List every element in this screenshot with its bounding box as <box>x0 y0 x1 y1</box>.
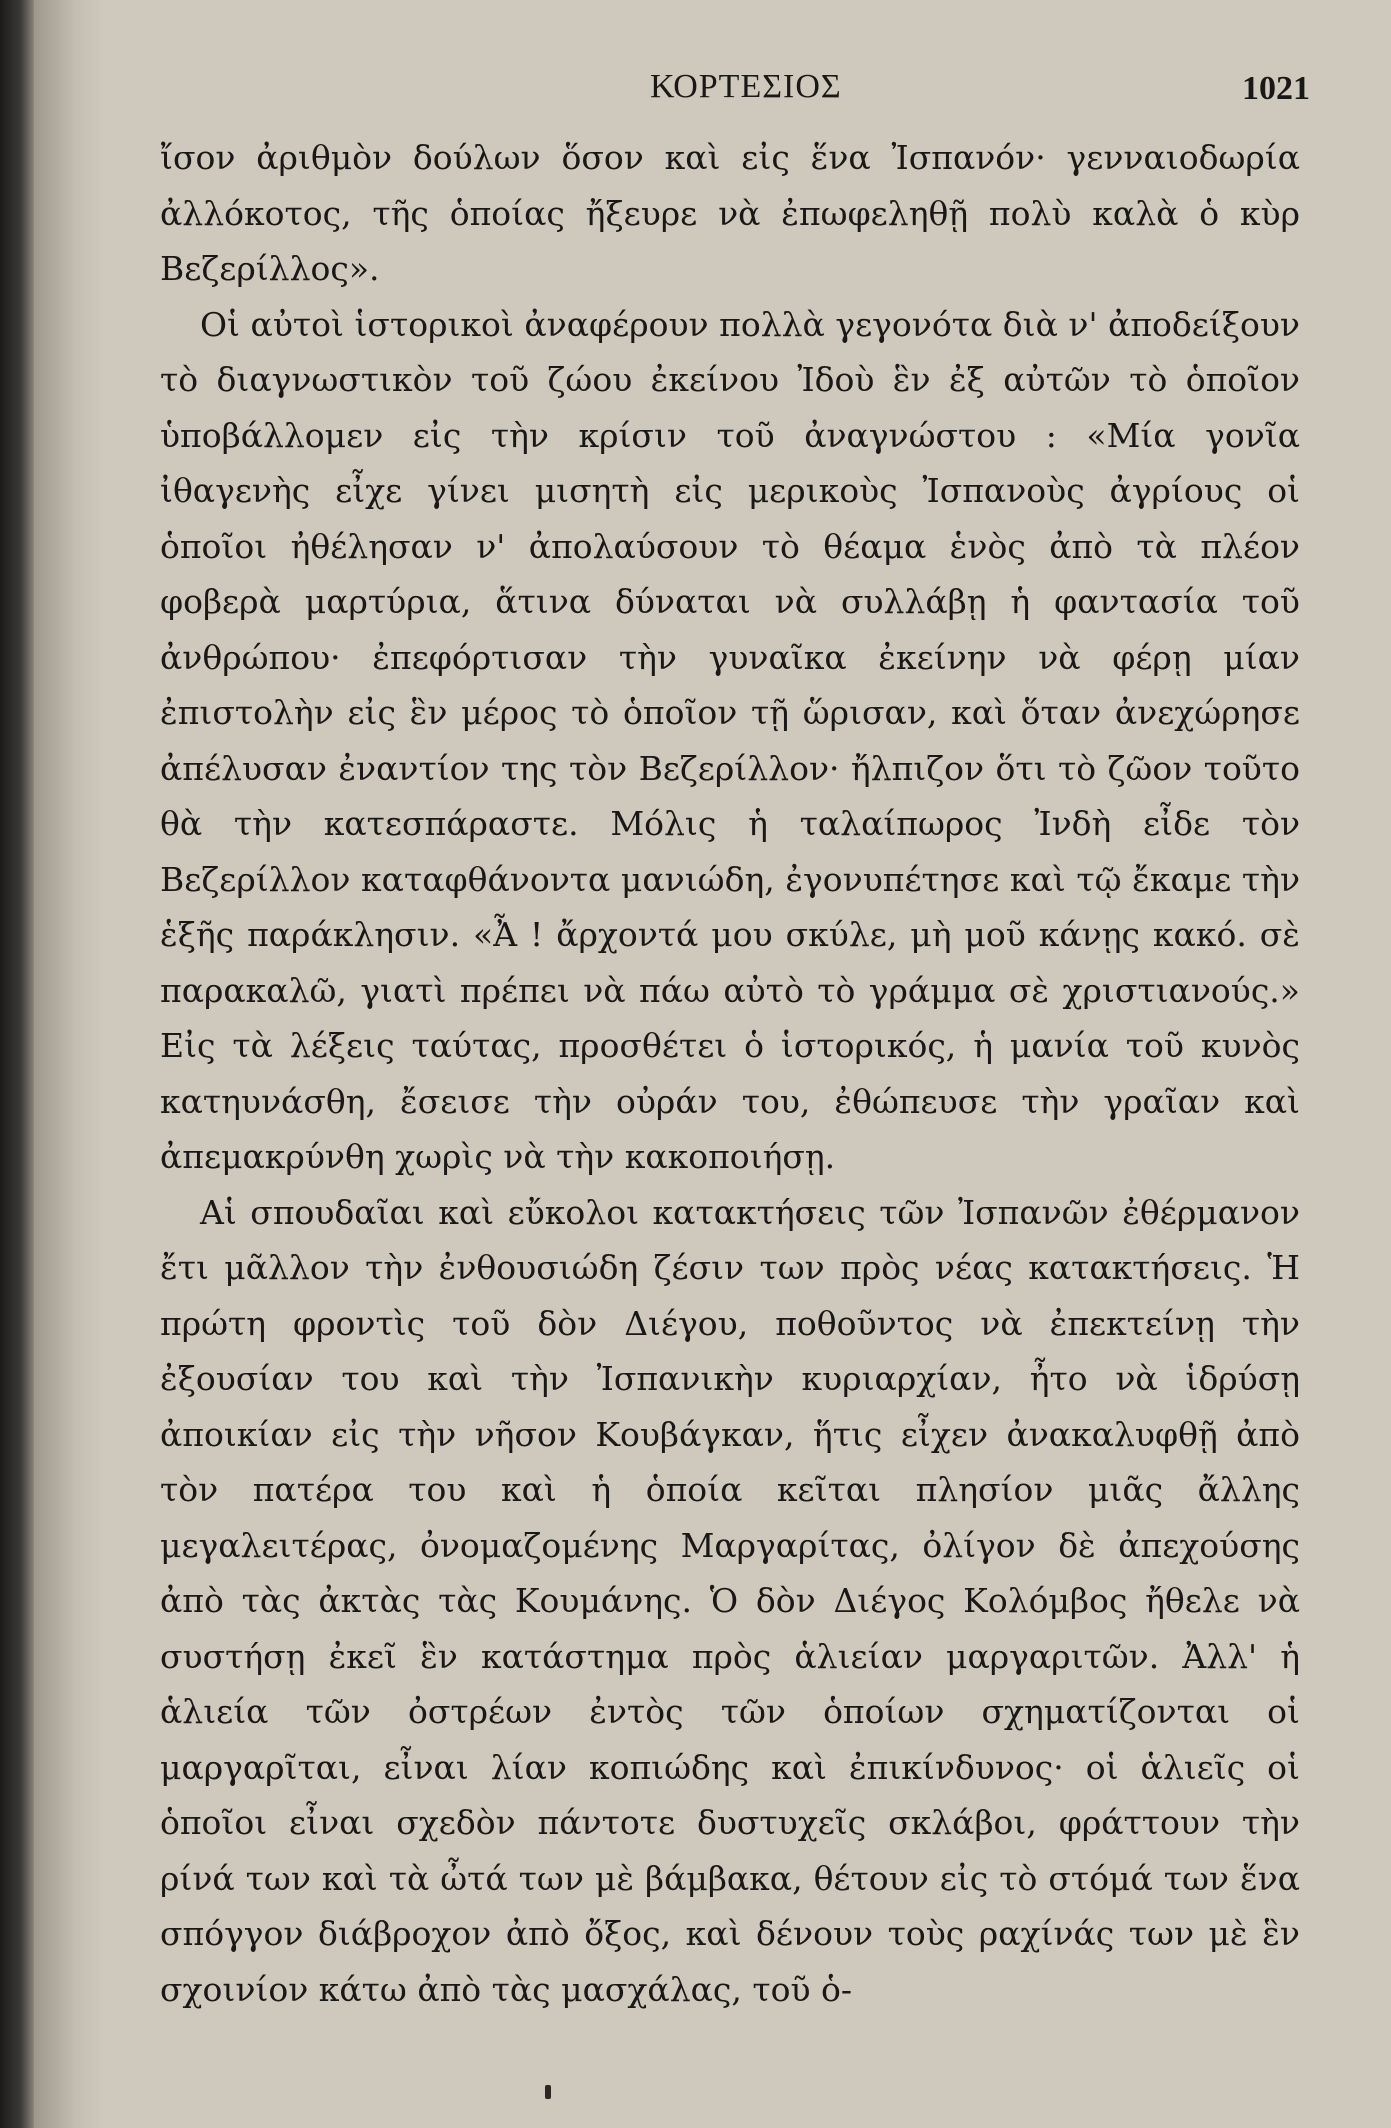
running-head: ΚΟΡΤΕΣΙΟΣ <box>650 68 842 105</box>
page-gutter <box>34 0 104 2128</box>
page-smudge-mark <box>545 2085 551 2099</box>
body-text <box>160 130 1300 2017</box>
page-header <box>140 60 1310 120</box>
paragraph-continued: ἴσον ἀριθμὸν δούλων ὅσον καὶ εἰς ἕνα Ἰσπανόν· γενναιοδωρία ἀλλόκοτος, τῆς ὁποίας ἤξευρε νὰ ἐπωφεληθῇ πολὺ καλὰ ὁ κὺρ Βεζερίλλος». <box>160 138 1300 288</box>
book-page <box>140 60 1310 2100</box>
paragraph-pearl-fishery: Αἱ σπουδαῖαι καὶ εὔκολοι κατακτήσεις τῶν Ἰσπανῶν ἐθέρμανον ἔτι μᾶλλον τὴν ἐνθουσιώδη ζέσιν των πρὸς νέας κατακτήσεις. Ἡ πρώτη φροντὶς τοῦ δὸν Διέγου, ποθοῦντος νὰ ἐπεκτείνῃ τὴν ἐξουσίαν του καὶ τὴν Ἰσπανικὴν κυριαρχίαν, ἦτο νὰ ἱδρύσῃ ἀποικίαν εἰς τὴν νῆσον Κουβάγκαν, ἥτις εἶχεν ἀνακαλυφθῇ ἀπὸ τὸν πατέρα του καὶ ἡ ὁποία κεῖται πλησίον μιᾶς ἄλλης μεγαλειτέρας, ὀνομαζομένης Μαργαρίτας, ὀλίγον δὲ ἀπεχούσης ἀπὸ τὰς ἀκτὰς τὰς Κουμάνης. Ὁ δὸν Διέγος Κολόμβος ἤθελε νὰ συστήσῃ ἐκεῖ ἓν κατάστημα πρὸς ἁλιείαν μαργαριτῶν. Ἀλλ' ἡ ἁλιεία τῶν ὀστρέων ἐντὸς τῶν ὁποίων σχηματίζονται οἱ μαργαρῖται, εἶναι λίαν κοπιώδης καὶ ἐπικίνδυνος· οἱ ἁλιεῖς οἱ ὁποῖοι εἶναι σχεδὸν πάντοτε δυστυχεῖς σκλάβοι, φράττουν τὴν ρίνά των καὶ τὰ ὦτά των μὲ βάμβακα, θέτουν εἰς τὸ στόμά των ἕνα σπόγγον διάβροχον ἀπὸ ὄξος, καὶ δένουν τοὺς ραχίνάς των μὲ ἓν σχοινίον κάτω ἀπὸ τὰς μασχάλας, τοῦ ὁ- <box>160 1192 1300 2009</box>
page-number: 1021 <box>1242 70 1310 107</box>
book-binding-shadow <box>0 0 34 2128</box>
paragraph-dog-anecdote: Οἱ αὐτοὶ ἱστορικοὶ ἀναφέρουν πολλὰ γεγονότα διὰ ν' ἀποδείξουν τὸ διαγνωστικὸν τοῦ ζώου ἐκείνου Ἰδοὺ ἓν ἐξ αὐτῶν τὸ ὁποῖον ὑποβάλλομεν εἰς τὴν κρίσιν τοῦ ἀναγνώστου : «Μία γονῖα ἰθαγενὴς εἶχε γίνει μισητὴ εἰς μερικοὺς Ἰσπανοὺς ἀγρίους οἱ ὁποῖοι ἠθέλησαν ν' ἀπολαύσουν τὸ θέαμα ἑνὸς ἀπὸ τὰ πλέον φοβερὰ μαρτύρια, ἅτινα δύναται νὰ συλλάβῃ ἡ φαντασία τοῦ ἀνθρώπου· ἐπεφόρτισαν τὴν γυναῖκα ἐκείνην νὰ φέρῃ μίαν ἐπιστολὴν εἰς ἓν μέρος τὸ ὁποῖον τῇ ὥρισαν, καὶ ὅταν ἀνεχώρησε ἀπέλυσαν ἐναντίον της τὸν Βεζερίλλον· ἤλπιζον ὅτι τὸ ζῶον τοῦτο θὰ τὴν κατεσπάραστε. Μόλις ἡ ταλαίπωρος Ἰνδὴ εἶδε τὸν Βεζερίλλον καταφθάνοντα μανιώδη, ἐγονυπέτησε καὶ τῷ ἔκαμε τὴν ἑξῆς παράκλησιν. «Ἆ ! ἄρχοντά μου σκύλε, μὴ μοῦ κάνῃς κακό. σὲ παρακαλῶ, γιατὶ πρέπει νὰ πάω αὐτὸ τὸ γράμμα σὲ χριστιανούς.» Εἰς τὰ λέξεις ταύτας, προσθέτει ὁ ἱστορικός, ἡ μανία τοῦ κυνὸς κατηυνάσθη, ἔσεισε τὴν οὐράν του, ἐθώπευσε τὴν γραῖαν καὶ ἀπεμακρύνθη χωρὶς νὰ τὴν κακοποιήσῃ. <box>160 304 1300 1176</box>
